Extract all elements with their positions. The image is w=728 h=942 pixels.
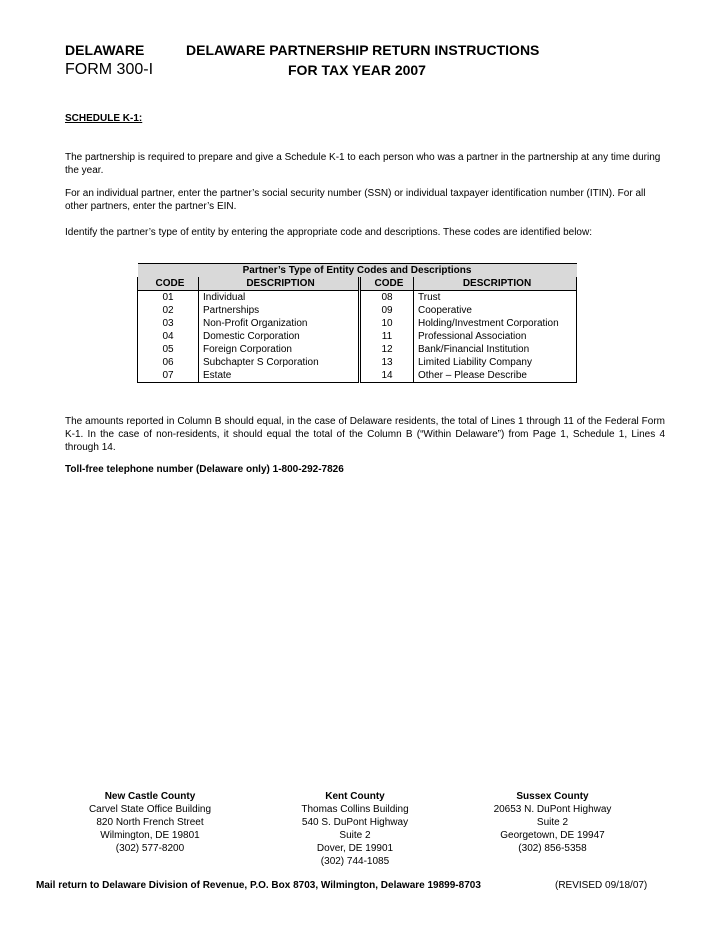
code-cell: 03 — [138, 317, 199, 330]
description-cell: Trust — [414, 291, 577, 305]
code-cell: 09 — [360, 304, 414, 317]
office-line: 820 North French Street — [96, 817, 204, 828]
office-name: Kent County — [325, 791, 385, 802]
office-new-castle — [70, 790, 230, 855]
paragraph-entity-type: Identify the partner’s type of entity by entering the appropriate code and descriptions. These codes are identified below: — [65, 227, 592, 238]
description-cell: Limited Liability Company — [414, 356, 577, 369]
code-cell: 06 — [138, 356, 199, 369]
code-cell: 04 — [138, 330, 199, 343]
form-number: FORM 300-I — [65, 61, 154, 78]
office-sussex — [470, 790, 635, 855]
description-cell: Other – Please Describe — [414, 369, 577, 383]
office-line: Thomas Collins Building — [301, 804, 409, 815]
code-cell: 05 — [138, 343, 199, 356]
description-cell: Subchapter S Corporation — [199, 356, 360, 369]
description-cell: Partnerships — [199, 304, 360, 317]
entity-codes-table — [137, 263, 577, 383]
office-phone: (302) 744-1085 — [320, 856, 390, 867]
office-phone: (302) 856-5358 — [518, 843, 587, 854]
table-row — [138, 356, 577, 369]
description-cell: Bank/Financial Institution — [414, 343, 577, 356]
code-cell: 11 — [360, 330, 414, 343]
office-name: Sussex County — [516, 791, 589, 802]
mail-instructions: Mail return to Delaware Division of Revenue, P.O. Box 8703, Wilmington, Delaware 19899-8703 — [36, 880, 481, 891]
document-title: DELAWARE PARTNERSHIP RETURN INSTRUCTIONS — [186, 42, 540, 58]
code-cell: 08 — [360, 291, 414, 305]
description-cell: Domestic Corporation — [199, 330, 360, 343]
description-cell: Estate — [199, 369, 360, 383]
state-label: DELAWARE — [65, 42, 145, 58]
office-line: Dover, DE 19901 — [316, 843, 394, 854]
office-name: New Castle County — [104, 791, 196, 802]
col-header-code: CODE — [138, 277, 199, 291]
paragraph-ssn-itin: For an individual partner, enter the partner’s social security number (SSN) or individual taxpayer identification number (ITIN). For all other partners, enter the partner’s EIN. — [65, 188, 646, 212]
office-line: 20653 N. DuPont Highway — [493, 804, 612, 815]
code-cell: 12 — [360, 343, 414, 356]
code-cell: 01 — [138, 291, 199, 305]
paragraph-k1-requirement: The partnership is required to prepare and give a Schedule K-1 to each person who was a partner in the partnership at any time during the year. — [65, 152, 661, 176]
code-cell: 10 — [360, 317, 414, 330]
code-cell: 02 — [138, 304, 199, 317]
col-header-description: DESCRIPTION — [199, 277, 360, 291]
office-kent — [275, 790, 435, 868]
office-line: Suite 2 — [339, 830, 371, 841]
paragraph-column-b: The amounts reported in Column B should equal, in the case of Delaware residents, the total of Lines 1 through 11 of the Federal Form K-1. In the case of non-residents, it should equal the total of the Column B (“Within Delaware”) from Page 1, Schedule 1, Lines 4 through 14. — [65, 416, 665, 453]
office-line: Wilmington, DE 19801 — [100, 830, 200, 841]
code-cell: 13 — [360, 356, 414, 369]
table-title: Partner’s Type of Entity Codes and Descriptions — [138, 264, 577, 278]
col-header-code: CODE — [360, 277, 414, 291]
description-cell: Holding/Investment Corporation — [414, 317, 577, 330]
office-line: 540 S. DuPont Highway — [301, 817, 409, 828]
code-cell: 14 — [360, 369, 414, 383]
description-cell: Professional Association — [414, 330, 577, 343]
code-cell: 07 — [138, 369, 199, 383]
description-cell: Individual — [199, 291, 360, 305]
table-row — [138, 343, 577, 356]
table-row — [138, 304, 577, 317]
toll-free-phone: Toll-free telephone number (Delaware only) 1-800-292-7826 — [65, 464, 344, 475]
description-cell: Non-Profit Organization — [199, 317, 360, 330]
col-header-description: DESCRIPTION — [414, 277, 577, 291]
description-cell: Cooperative — [414, 304, 577, 317]
table-row — [138, 291, 577, 305]
office-line: Georgetown, DE 19947 — [500, 830, 605, 841]
tax-year-title: FOR TAX YEAR 2007 — [288, 62, 426, 78]
description-cell: Foreign Corporation — [199, 343, 360, 356]
office-line: Suite 2 — [536, 817, 569, 828]
office-line: Carvel State Office Building — [88, 804, 212, 815]
table-row — [138, 317, 577, 330]
schedule-heading: SCHEDULE K-1: — [65, 113, 143, 124]
table-row — [138, 369, 577, 383]
table-row — [138, 330, 577, 343]
revision-date: (REVISED 09/18/07) — [555, 880, 648, 891]
office-phone: (302) 577-8200 — [115, 843, 185, 854]
